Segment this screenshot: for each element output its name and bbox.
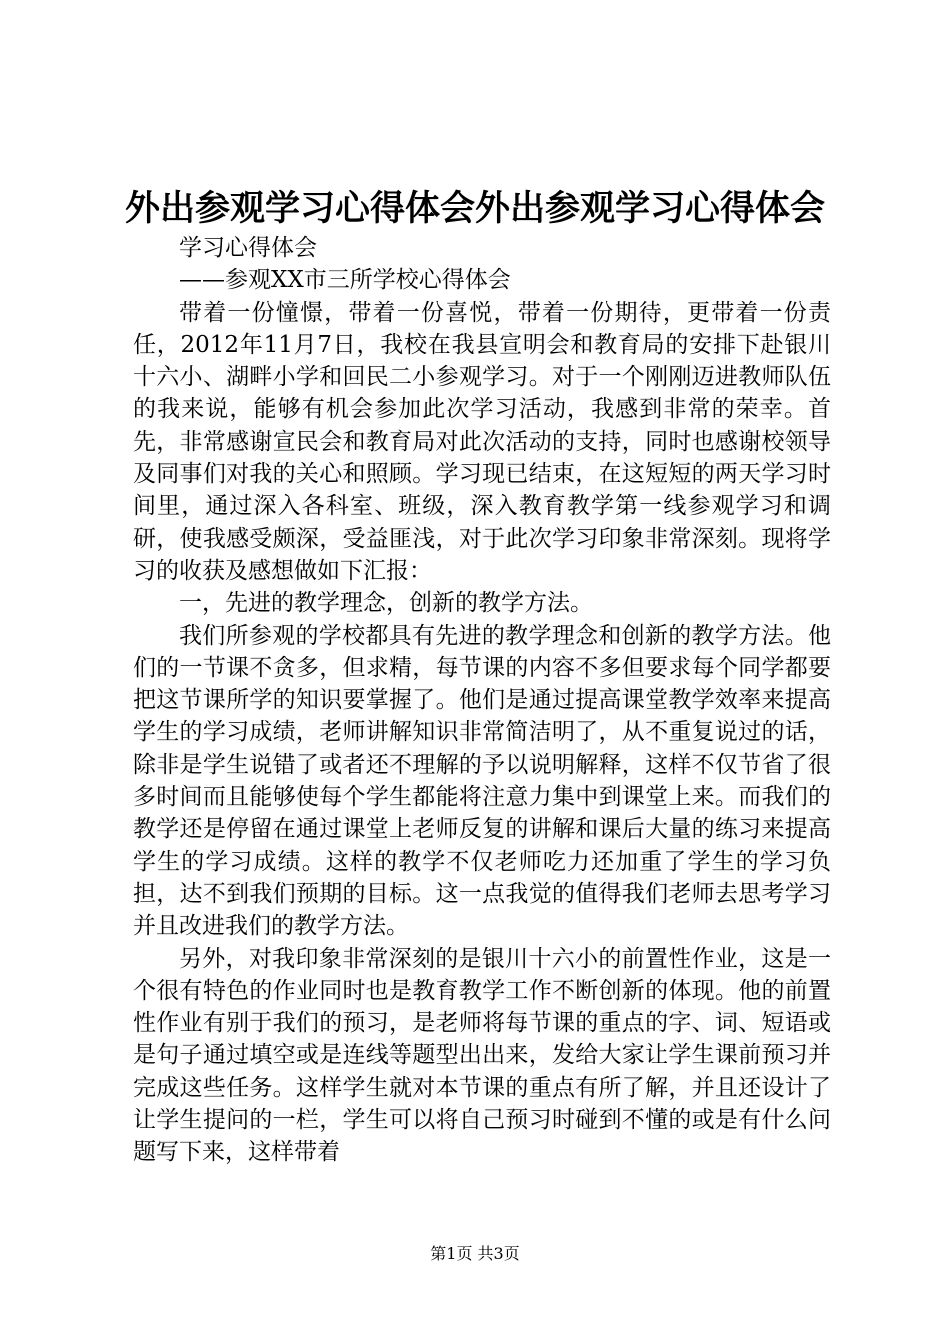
document-title: 外出参观学习心得体会外出参观学习心得体会 <box>124 188 825 229</box>
subtitle-line: 学习心得体会 <box>179 235 317 261</box>
body-paragraph: 我们所参观的学校都具有先进的教学理念和创新的教学方法。他们的一节课不贪多，但求精，每节课的内容不多但要求每个同学都要把这节课所学的知识要掌握了。他们是通过提高课堂教学效率来提高学生的学习成绩，老师讲解知识非常简洁明了，从不重复说过的话，除非是学生说错了或者还不理解的予以说明解释，这样不仅节省了很多时间而且能够使每个学生都能将注意力集中到课堂上来。而我们的教学还是停留在通过课堂上老师反复的讲解和课后大量的练习来提高学生的学习成绩。这样的教学不仅老师吃力还加重了学生的学习负担，达不到我们预期的目标。这一点我觉的值得我们老师去思考学习并且改进我们的教学方法。 <box>133 622 831 940</box>
section-heading: 一，先进的教学理念，创新的教学方法。 <box>179 590 593 617</box>
page-footer: 第1页 共3页 <box>430 1244 520 1263</box>
document-body <box>133 232 831 1169</box>
body-paragraph: 另外，对我印象非常深刻的是银川十六小的前置性作业，这是一个很有特色的作业同时也是教育教学工作不断创新的体现。他的前置性作业有别于我们的预习，是老师将每节课的重点的字、词、短语或是句子通过填空或是连线等题型出出来，发给大家让学生课前预习并完成这些任务。这样学生就对本节课的重点有所了解，并且还设计了让学生提问的一栏，学生可以将自己预习时碰到不懂的或是有什么问题写下来，这样带着 <box>133 945 831 1166</box>
body-paragraph: 带着一份憧憬，带着一份喜悦，带着一份期待，更带着一份责任，2012年11月7日，我校在我县宣明会和教育局的安排下赴银川十六小、湖畔小学和回民二小参观学习。对于一个刚刚迈进教师队伍的我来说，能够有机会参加此次学习活动，我感到非常的荣幸。首先，非常感谢宣民会和教育局对此次活动的支持，同时也感谢校领导及同事们对我的关心和照顾。学习现已结束，在这短短的两天学习时间里，通过深入各科室、班级，深入教育教学第一线参观学习和调研，使我感受颇深，受益匪浅，对于此次学习印象非常深刻。现将学习的收获及感想做如下汇报： <box>133 299 831 584</box>
subtitle-line: ——参观XX市三所学校心得体会 <box>179 267 511 294</box>
